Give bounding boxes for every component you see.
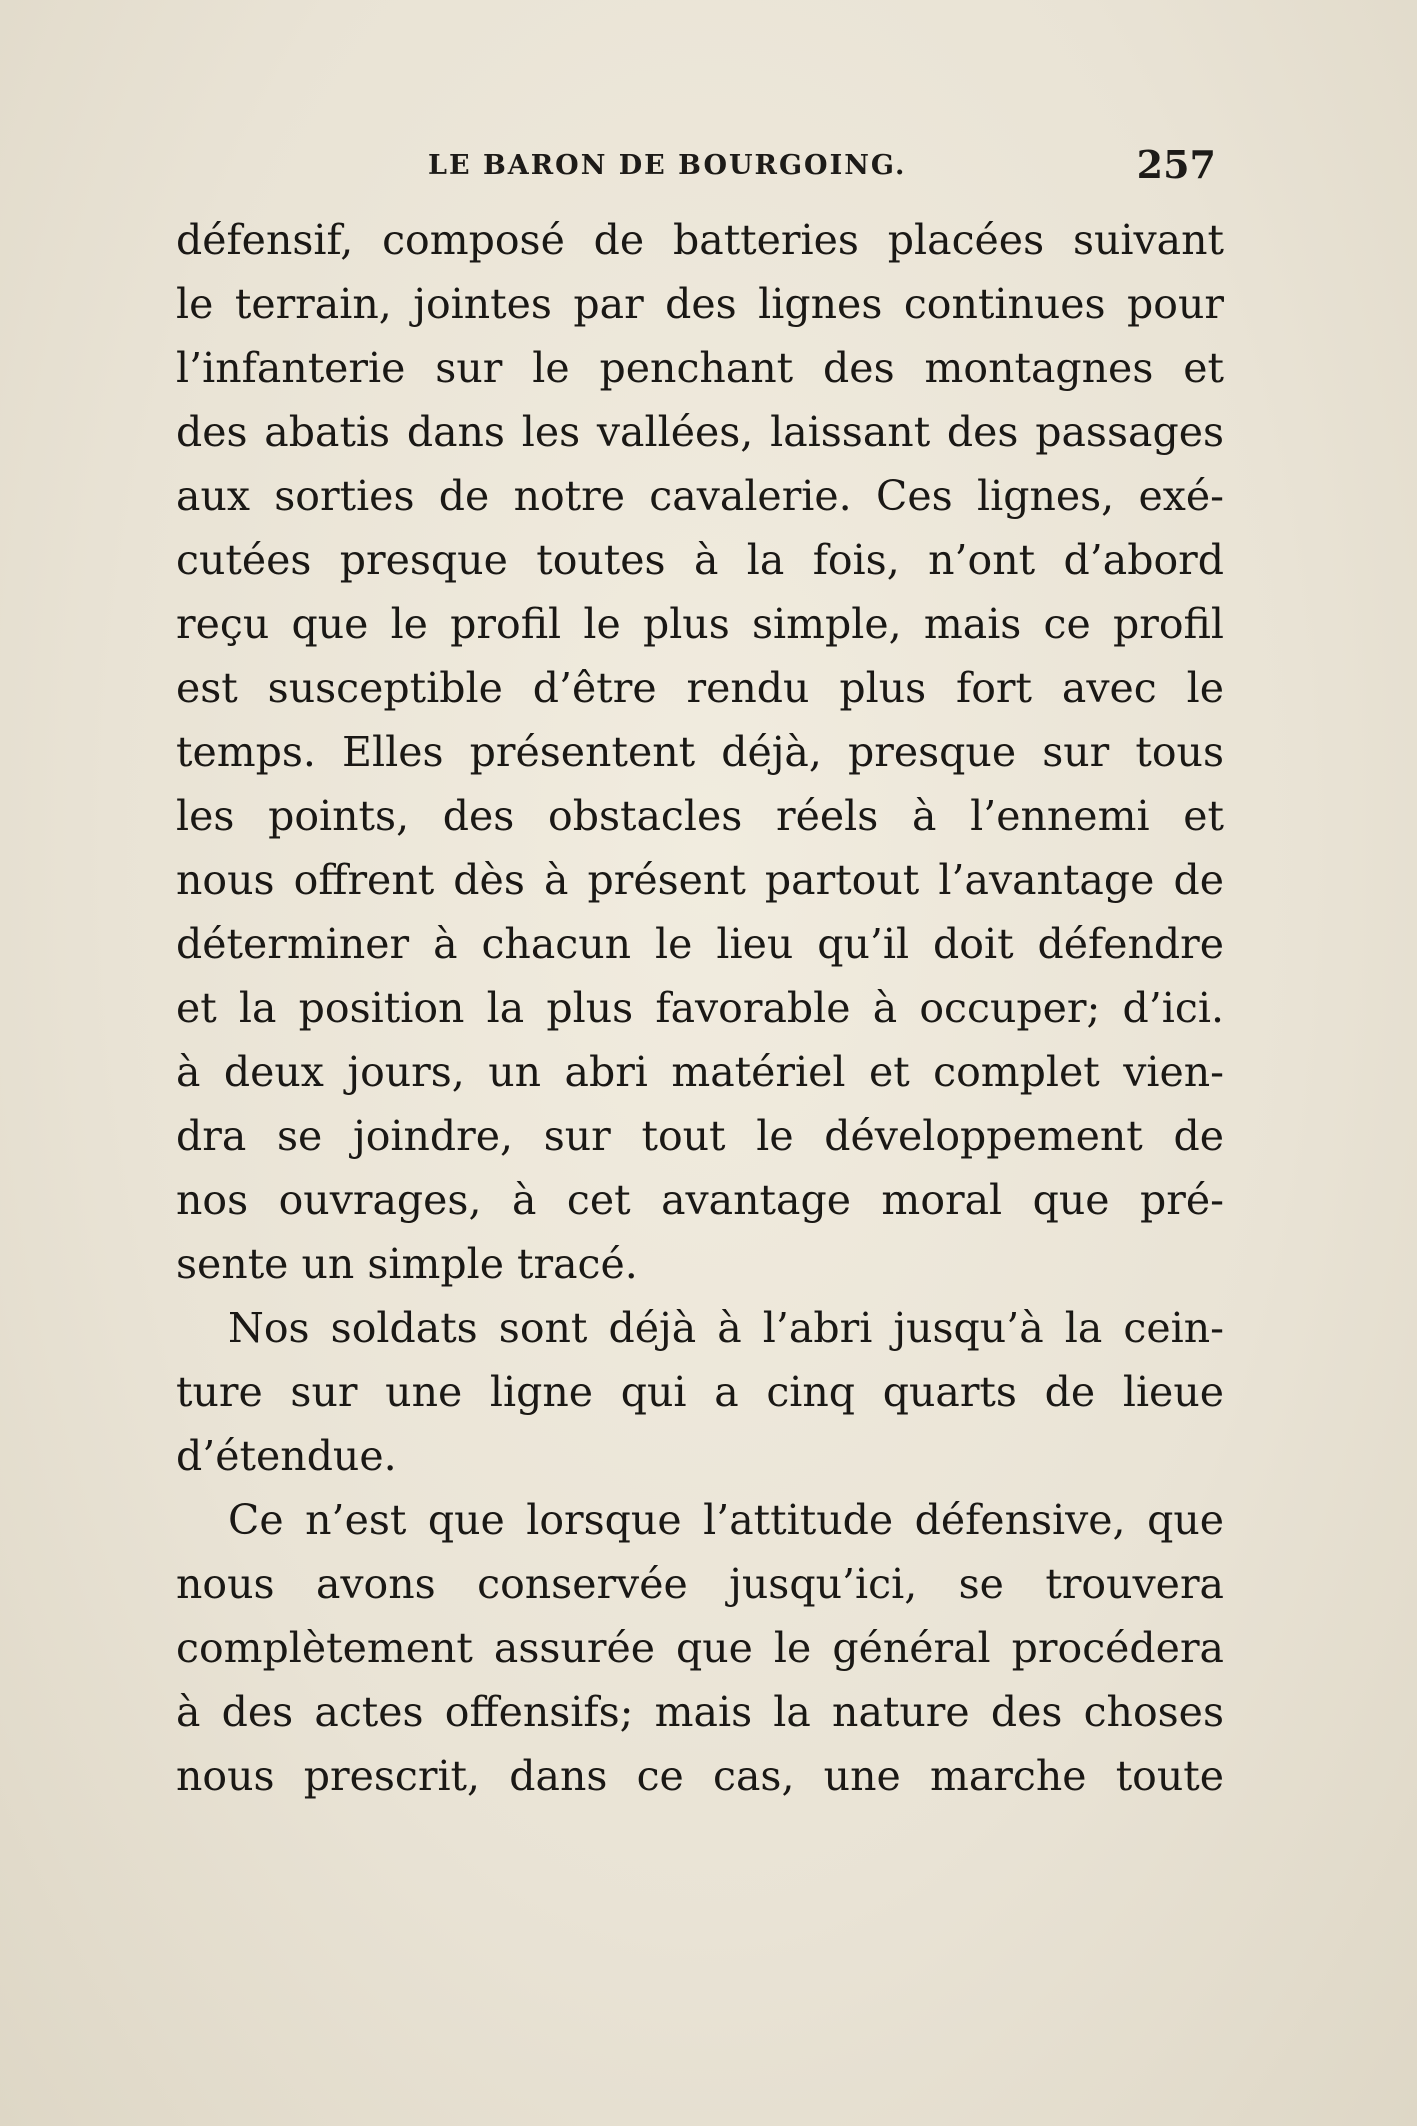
text-line: nos ouvrages, à cet avantage moral que pré- [176, 1176, 1224, 1224]
text-line: sente un simple tracé. [176, 1240, 638, 1288]
text-line: cutées presque toutes à la fois, n’ont d’abord [176, 536, 1224, 584]
text-line: nous avons conservée jusqu’ici, se trouvera [176, 1560, 1224, 1608]
text-line: déterminer à chacun le lieu qu’il doit défendre [176, 920, 1224, 968]
text-line: aux sorties de notre cavalerie. Ces lignes, exé- [176, 472, 1224, 520]
text-line: les points, des obstacles réels à l’ennemi et [176, 792, 1224, 840]
paragraph-2 [176, 1296, 1224, 1488]
text-line: Nos soldats sont déjà à l’abri jusqu’à la cein- [228, 1304, 1224, 1352]
running-title: LE BARON DE BOURGOING. [428, 150, 907, 181]
text-line: nous offrent dès à présent partout l’avantage de [176, 856, 1224, 904]
text-line: à deux jours, un abri matériel et complet vien- [176, 1048, 1224, 1096]
text-line: et la position la plus favorable à occuper; d’ici. [176, 984, 1224, 1032]
text-line: ture sur une ligne qui a cinq quarts de lieue [176, 1368, 1224, 1416]
text-line: des abatis dans les vallées, laissant des passages [176, 408, 1224, 456]
text-line: d’étendue. [176, 1432, 397, 1480]
page-number: 257 [1136, 142, 1216, 187]
body-text [176, 208, 1224, 1808]
text-line: dra se joindre, sur tout le développement de [176, 1112, 1224, 1160]
paragraph-1 [176, 208, 1224, 1296]
text-line: nous prescrit, dans ce cas, une marche toute [176, 1752, 1224, 1800]
text-line: reçu que le profil le plus simple, mais ce profil [176, 600, 1224, 648]
running-head [176, 142, 1216, 192]
text-line: à des actes offensifs; mais la nature des choses [176, 1688, 1224, 1736]
text-line: complètement assurée que le général procédera [176, 1624, 1224, 1672]
paragraph-3 [176, 1488, 1224, 1808]
text-line: l’infanterie sur le penchant des montagnes et [176, 344, 1224, 392]
text-line: Ce n’est que lorsque l’attitude défensive, que [228, 1496, 1224, 1544]
text-line: temps. Elles présentent déjà, presque sur tous [176, 728, 1224, 776]
text-line: le terrain, jointes par des lignes continues pour [176, 280, 1224, 328]
text-line: est susceptible d’être rendu plus fort avec le [176, 664, 1224, 712]
text-line: défensif, composé de batteries placées suivant [176, 216, 1224, 264]
